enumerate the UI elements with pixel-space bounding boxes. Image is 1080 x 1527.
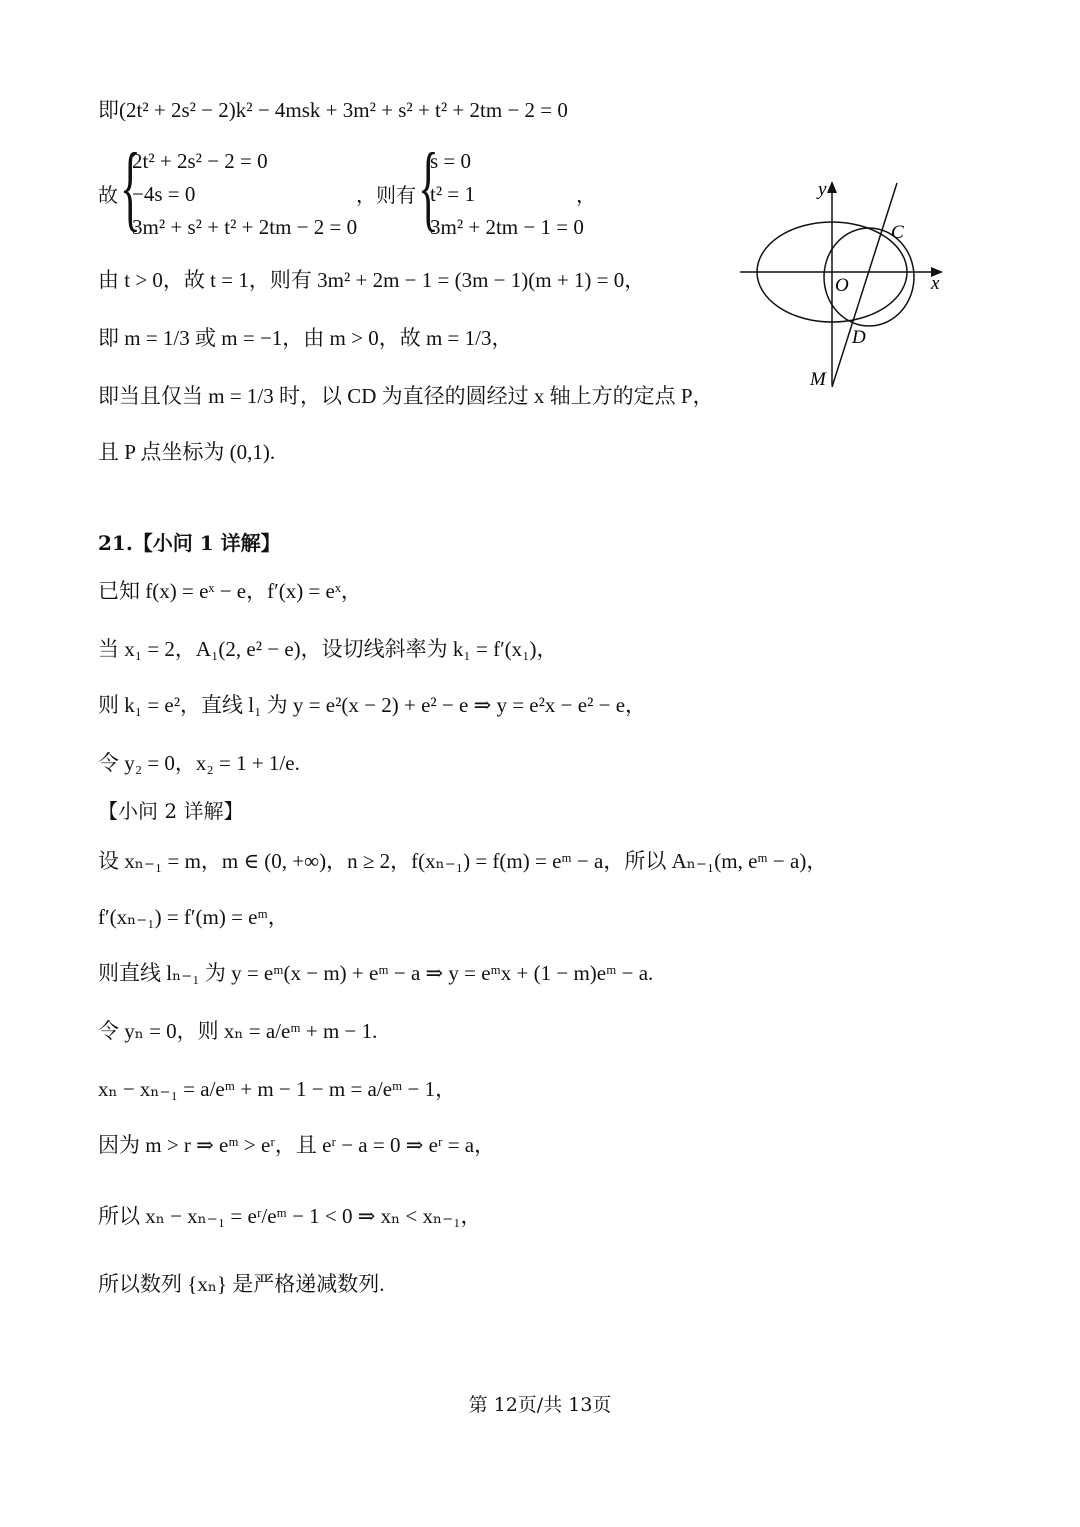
- left-brace-1: {: [120, 133, 141, 240]
- label-x: x: [931, 273, 940, 294]
- equation-line-15: xₙ − xₙ₋₁ = a/eᵐ + m − 1 − m = a/eᵐ − 1，: [98, 1077, 457, 1101]
- system2-row-3: 3m² + 2tm − 1 = 0: [430, 215, 584, 239]
- equation-line-10: 令 y₂ = 0，x₂ = 1 + 1/e.: [98, 751, 300, 775]
- zeyou-label: ，则有: [356, 183, 416, 207]
- equation-line-7: 已知 f(x) = eˣ − e，f′(x) = eˣ，: [98, 579, 362, 603]
- equation-line-14: 令 yₙ = 0，则 xₙ = a/eᵐ + m − 1.: [98, 1019, 378, 1043]
- label-m: M: [810, 369, 826, 390]
- equation-line-8: 当 x₁ = 2，A₁(2, e² − e)，设切线斜率为 k₁ = f′(x₁)，: [98, 637, 558, 661]
- page-footer: 第 12页/共 13页: [468, 1394, 612, 1416]
- equation-line-6: 且 P 点坐标为 (0,1).: [98, 440, 276, 464]
- equation-line-3: 由 t > 0，故 t = 1，则有 3m² + 2m − 1 = (3m − 1)(m + 1) = 0，: [98, 268, 646, 292]
- system1-row-1: 2t² + 2s² − 2 = 0: [132, 149, 268, 173]
- label-o: O: [835, 275, 849, 296]
- label-d: D: [852, 327, 866, 348]
- gu-label: 故: [98, 183, 118, 207]
- section-21-heading: 21.【小问 1 详解】: [98, 531, 281, 555]
- system2-row-1: s = 0: [430, 149, 472, 173]
- equation-line-12: f′(xₙ₋₁) = f′(m) = eᵐ，: [98, 905, 289, 929]
- y-axis-arrow: [827, 181, 837, 193]
- label-c: C: [891, 222, 904, 243]
- ellipse-circle-figure: [735, 175, 950, 395]
- subsection-2-heading: 【小问 2 详解】: [98, 799, 244, 823]
- equation-line-4: 即 m = 1/3 或 m = −1，由 m > 0，故 m = 1/3，: [98, 326, 513, 350]
- equation-line-9: 则 k₁ = e²，直线 l₁ 为 y = e²(x − 2) + e² − e ⇒ y = e²x − e² − e，: [98, 693, 647, 717]
- label-y: y: [818, 179, 827, 200]
- system1-row-3: 3m² + s² + t² + 2tm − 2 = 0: [132, 215, 358, 239]
- equation-line-5: 即当且仅当 m = 1/3 时，以 CD 为直径的圆经过 x 轴上方的定点 P，: [98, 384, 714, 408]
- system1-row-2: −4s = 0: [132, 182, 196, 206]
- equation-line-13: 则直线 lₙ₋₁ 为 y = eᵐ(x − m) + eᵐ − a ⇒ y = eᵐx + (1 − m)eᵐ − a.: [98, 961, 654, 985]
- equation-line-17: 所以 xₙ − xₙ₋₁ = eʳ/eᵐ − 1 < 0 ⇒ xₙ < xₙ₋₁，: [98, 1204, 482, 1228]
- equation-line-16: 因为 m > r ⇒ eᵐ > eʳ，且 eʳ − a = 0 ⇒ eʳ = a，: [98, 1133, 496, 1157]
- equation-line-1: 即(2t² + 2s² − 2)k² − 4msk + 3m² + s² + t² + 2tm − 2 = 0: [98, 98, 568, 122]
- system2-row-2: t² = 1: [430, 182, 475, 206]
- system2-end: ，: [576, 183, 596, 207]
- left-brace-2: {: [418, 133, 439, 240]
- equation-line-11: 设 xₙ₋₁ = m，m ∈ (0, +∞)，n ≥ 2，f(xₙ₋₁) = f(m) = eᵐ − a，所以 Aₙ₋₁(m, eᵐ − a)，: [98, 849, 828, 873]
- equation-system: [98, 133, 618, 243]
- equation-line-18: 所以数列 {xₙ} 是严格递减数列.: [98, 1272, 385, 1296]
